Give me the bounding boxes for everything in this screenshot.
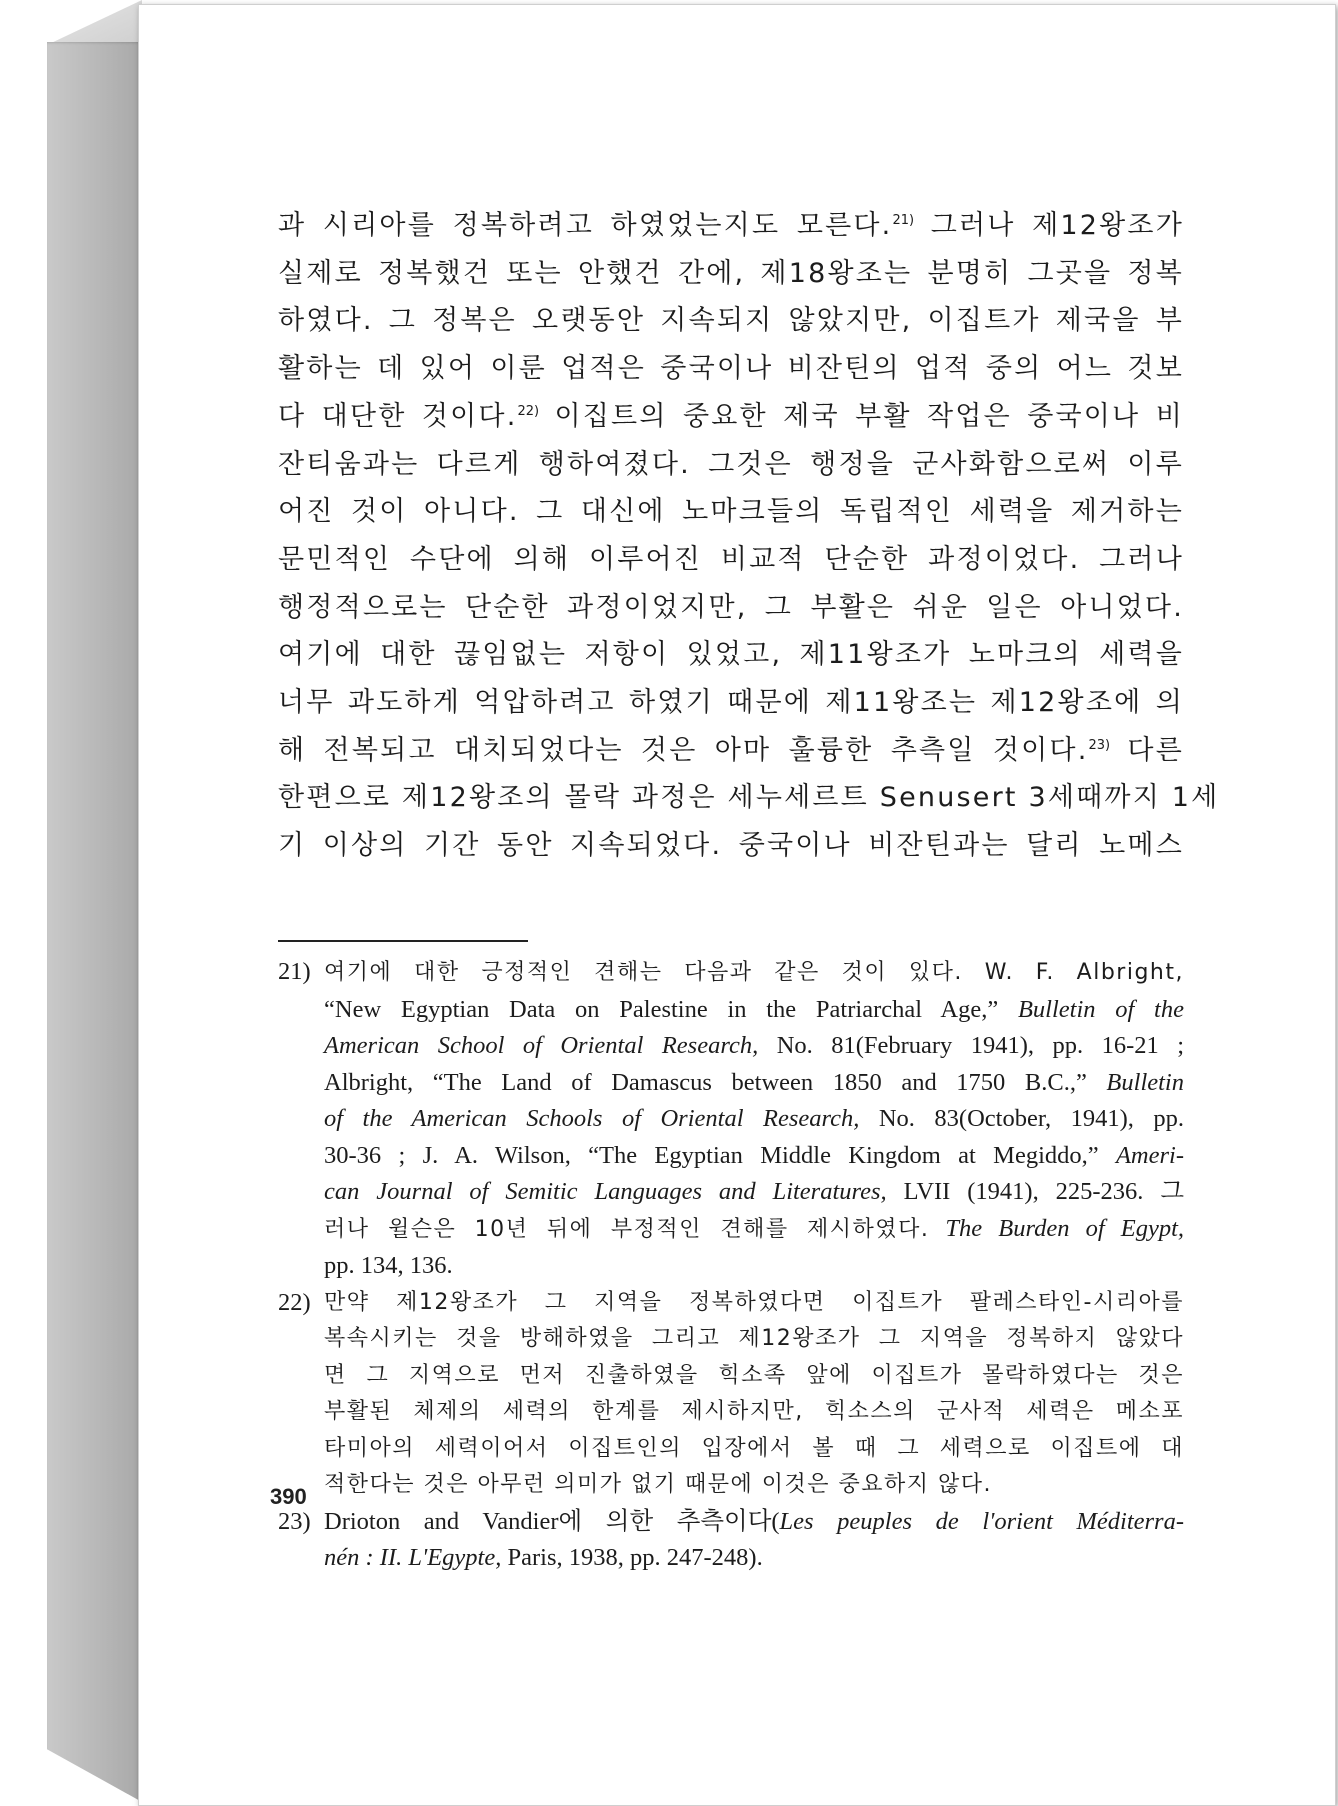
footnote-21 <box>278 954 1184 1285</box>
footnotes <box>278 954 1184 1577</box>
footnote-line: Drioton and Vandier에 의한 추측이다(Les peuples de l'orient Méditerra- <box>324 1507 1184 1535</box>
footnote-line: American School of Oriental Research, No. 81(February 1941), pp. 16-21 ; <box>324 1032 1185 1059</box>
footnote-line: nén : II. L'Egypte, Paris, 1938, pp. 247-248). <box>324 1544 763 1571</box>
text-line: 잔티움과는 다르게 행하여졌다. 그것은 행정을 군사화함으로써 이루 <box>278 448 1184 480</box>
text-line: 한편으로 제12왕조의 몰락 과정은 세누세르트 Senusert 3세때까지 1세 <box>278 782 1220 814</box>
text-line: 여기에 대한 끊임없는 저항이 있었고, 제11왕조가 노마크의 세력을 <box>278 639 1184 671</box>
footnote-line: 만약 제12왕조가 그 지역을 정복하였다면 이집트가 팔레스타인-시리아를 <box>324 1289 1184 1315</box>
footnote-line: can Journal of Semitic Languages and Literatures, LVII (1941), 225-236. 그 <box>324 1178 1184 1205</box>
footnote-line: of the American Schools of Oriental Research, No. 83(October, 1941), pp. <box>324 1105 1184 1132</box>
footnote-line: 러나 윌슨은 10년 뒤에 부정적인 견해를 제시하였다. The Burden of Egypt, <box>324 1214 1185 1242</box>
footnote-number: 21) <box>278 958 311 985</box>
footnote-line: 부활된 체제의 세력의 한계를 제시하지만, 힉소스의 군사적 세력은 메소포 <box>324 1399 1184 1424</box>
text-line: 어진 것이 아니다. 그 대신에 노마크들의 독립적인 세력을 제거하는 <box>278 496 1184 528</box>
text-line: 행정적으로는 단순한 과정이었지만, 그 부활은 쉬운 일은 아니었다. <box>278 591 1184 623</box>
footnote-separator <box>278 940 528 942</box>
page-number: 390 <box>270 1484 307 1509</box>
footnote-line: 적한다는 것은 아무런 의미가 없기 때문에 이것은 중요하지 않다. <box>324 1472 992 1497</box>
footnote-line: “New Egyptian Data on Palestine in the Patriarchal Age,” Bulletin of the <box>324 995 1184 1023</box>
text-line: 다 대단한 것이다.$^{22)}$ 이집트의 중요한 제국 부활 작업은 중국이나 비 <box>278 400 1184 432</box>
text-line: 기 이상의 기간 동안 지속되었다. 중국이나 비잔틴과는 달리 노메스 <box>278 830 1184 862</box>
footnote-line: 타미아의 세력이어서 이집트인의 입장에서 볼 때 그 세력으로 이집트에 대 <box>324 1435 1184 1461</box>
footnote-number: 23) <box>278 1507 311 1535</box>
book-spine <box>47 42 142 1802</box>
footnote-23 <box>278 1504 1184 1577</box>
text-line: 하였다. 그 정복은 오랫동안 지속되지 않았지만, 이집트가 제국을 부 <box>278 305 1184 337</box>
main-text <box>278 202 1220 870</box>
text-line: 활하는 데 있어 이룬 업적은 중국이나 비잔틴의 업적 중의 어느 것보 <box>278 353 1184 385</box>
text-line: 너무 과도하게 억압하려고 하였기 때문에 제11왕조는 제12왕조에 의 <box>278 687 1184 719</box>
footnote-line: 여기에 대한 긍정적인 견해는 다음과 같은 것이 있다. W. F. Albright, <box>324 960 1184 985</box>
text-line: 실제로 정복했건 또는 안했건 간에, 제18왕조는 분명히 그곳을 정복 <box>278 257 1184 289</box>
footnote-line: 면 그 지역으로 먼저 진출하였을 힉소족 앞에 이집트가 몰락하였다는 것은 <box>324 1362 1184 1388</box>
footnote-number: 22) <box>278 1288 311 1316</box>
footnote-line: 30-36 ; J. A. Wilson, “The Egyptian Middle Kingdom at Megiddo,” Ameri- <box>324 1141 1185 1169</box>
text-line: 과 시리아를 정복하려고 하였었는지도 모른다.$^{21)}$ 그러나 제12왕조가 <box>278 210 1184 241</box>
footnote-22 <box>278 1285 1184 1504</box>
footnote-line: pp. 134, 136. <box>324 1252 453 1279</box>
footnote-line: Albright, “The Land of Damascus between 1850 and 1750 B.C.,” Bulletin <box>324 1068 1184 1096</box>
text-line: 해 전복되고 대치되었다는 것은 아마 훌륭한 추측일 것이다.$^{23)}$ 다른 <box>278 734 1184 766</box>
text-line: 문민적인 수단에 의해 이루어진 비교적 단순한 과정이었다. 그러나 <box>278 543 1184 575</box>
footnote-line: 복속시키는 것을 방해하였을 그리고 제12왕조가 그 지역을 정복하지 않았다 <box>324 1326 1184 1351</box>
book-spine-top <box>47 0 142 45</box>
